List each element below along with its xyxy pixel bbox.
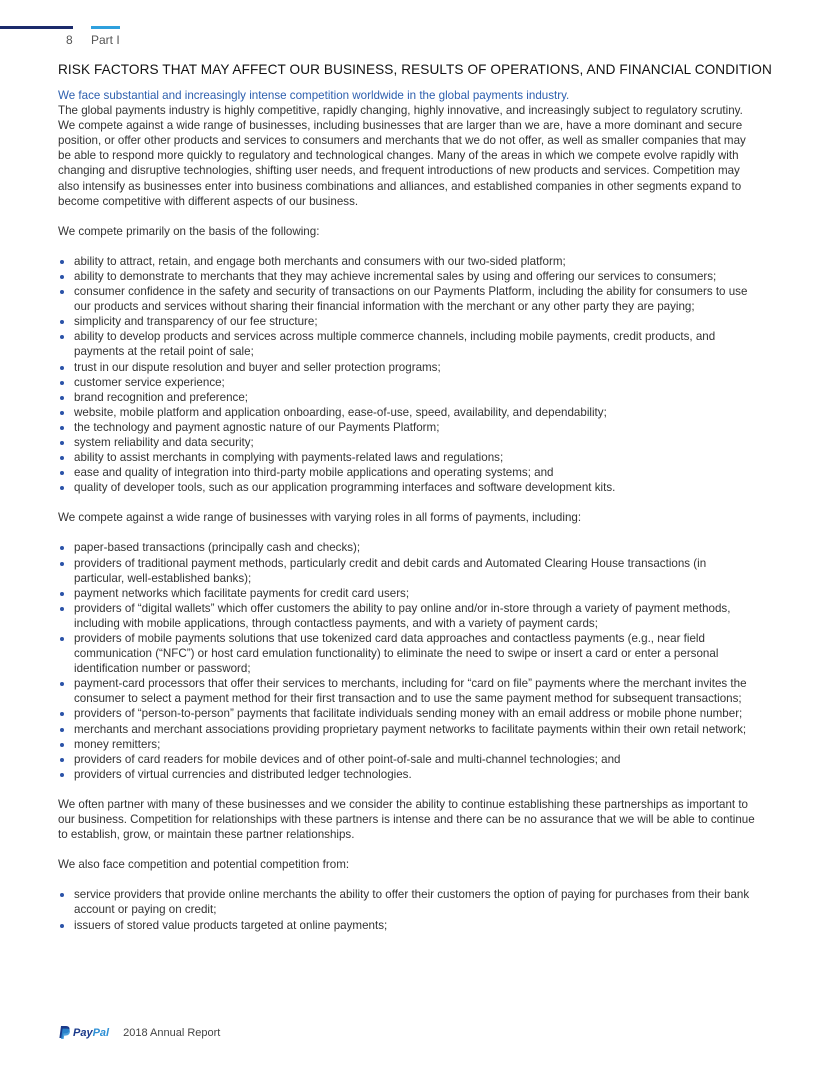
paypal-logo-icon — [58, 1026, 70, 1039]
basis-list-item: consumer confidence in the safety and security of transactions on our Payments Platform, including the ability for consumers to use our products and services without sharing their financial information with the merchant or any other party they are paying; — [58, 284, 758, 314]
header-rule-accent — [91, 26, 120, 29]
main-content — [58, 62, 772, 933]
competitor-list-item: providers of mobile payments solutions that use tokenized card data approaches and contactless payments (e.g., near field communication (“NFC”) or host card emulation functionality) to eliminate the need to swipe or insert a card or enter a personal identification number or password; — [58, 631, 758, 676]
also-intro: We also face competition and potential competition from: — [58, 858, 350, 872]
basis-list-item: the technology and payment agnostic nature of our Payments Platform; — [58, 420, 758, 435]
competitor-list-item: payment-card processors that offer their services to merchants, including for “card on file” payments where the merchant invites the consumer to select a payment method for their first transaction and to use the same payment method for subsequent transactions; — [58, 676, 758, 706]
competitor-list — [58, 540, 758, 782]
competitor-list-item: providers of traditional payment methods, particularly credit and debit cards and Automated Clearing House transactions (in particular, well-established banks); — [58, 556, 758, 586]
also-competitor-list-item: issuers of stored value products targeted at online payments; — [58, 918, 758, 933]
basis-list-item: website, mobile platform and application onboarding, ease-of-use, speed, availability, and dependability; — [58, 405, 758, 420]
competitor-list-item: merchants and merchant associations providing proprietary payment networks to facilitate payments within their own retail network; — [58, 722, 758, 737]
partner-paragraph: We often partner with many of these businesses and we consider the ability to continue establishing these partnerships as important to our business. Competition for relationships with these partners is intense and there can be no assurance that we will be able to continue to establish, grow, or maintain these partner relationships. — [58, 797, 755, 842]
basis-list-item: ability to develop products and services across multiple commerce channels, including mobile payments, credit products, and payments at the retail point of sale; — [58, 329, 758, 359]
basis-list-item: quality of developer tools, such as our application programming interfaces and software development kits. — [58, 480, 758, 495]
page-title: RISK FACTORS THAT MAY AFFECT OUR BUSINESS, RESULTS OF OPERATIONS, AND FINANCIAL CONDITION — [58, 62, 772, 77]
header-rule-dark — [0, 26, 73, 29]
competitors-intro: We compete against a wide range of businesses with varying roles in all forms of payments, including: — [58, 511, 582, 525]
competitor-list-item: payment networks which facilitate payments for credit card users; — [58, 586, 758, 601]
risk-subheading: We face substantial and increasingly intense competition worldwide in the global payments industry. — [58, 89, 570, 102]
page-number: 8 — [66, 33, 73, 47]
annual-report-label: 2018 Annual Report — [123, 1026, 221, 1039]
basis-list — [58, 254, 758, 496]
logo-text-pay: Pay — [73, 1026, 93, 1039]
logo-text-pal: Pal — [92, 1026, 110, 1039]
basis-list-item: trust in our dispute resolution and buyer and seller protection programs; — [58, 360, 758, 375]
competitor-list-item: providers of virtual currencies and distributed ledger technologies. — [58, 767, 758, 782]
competitor-list-item: providers of “digital wallets” which offer customers the ability to pay online and/or in-store through a variety of payment methods, including with mobile applications, through contactless payments, and with a variety of payment cards; — [58, 601, 758, 631]
competitor-list-item: providers of card readers for mobile devices and of other point-of-sale and multi-channel technologies; and — [58, 752, 758, 767]
competitor-list-item: paper-based transactions (principally cash and checks); — [58, 540, 758, 555]
footer — [58, 1026, 220, 1039]
basis-list-item: ability to assist merchants in complying with payments-related laws and regulations; — [58, 450, 758, 465]
also-competitor-list-item: service providers that provide online merchants the ability to offer their customers the option of paying for purchases from their bank account or paying on credit; — [58, 887, 758, 917]
competitor-list-item: providers of “person-to-person” payments that facilitate individuals sending money with an email address or mobile phone number; — [58, 706, 758, 721]
section-label: Part I — [91, 33, 120, 47]
basis-list-item: system reliability and data security; — [58, 435, 758, 450]
basis-list-item: customer service experience; — [58, 375, 758, 390]
basis-list-item: simplicity and transparency of our fee structure; — [58, 314, 758, 329]
also-competitor-list — [58, 887, 758, 932]
competitor-list-item: money remitters; — [58, 737, 758, 752]
paypal-logo — [58, 1026, 109, 1039]
basis-list-item: brand recognition and preference; — [58, 390, 758, 405]
basis-list-item: ability to attract, retain, and engage both merchants and consumers with our two-sided platform; — [58, 254, 758, 269]
basis-list-item: ability to demonstrate to merchants that they may achieve incremental sales by using and offering our services to consumers; — [58, 269, 758, 284]
intro-paragraph: The global payments industry is highly competitive, rapidly changing, highly innovative, and increasingly subject to regulatory scrutiny. We compete against a wide range of businesses, including businesses that are larger than we are, have a more dominant and secure position, or offer other products and services to consumers and merchants that we do not offer, as well as smaller companies that may be able to respond more quickly to regulatory and technological changes. Many of the areas in which we compete evolve rapidly with changing and disruptive technologies, shifting user needs, and frequent introductions of new products and services. Competition may also intensify as businesses enter into business combinations and alliances, and established companies in other segments expand to become competitive with different aspects of our business. — [58, 104, 746, 208]
basis-list-item: ease and quality of integration into third-party mobile applications and operating systems; and — [58, 465, 758, 480]
basis-intro: We compete primarily on the basis of the following: — [58, 224, 320, 238]
